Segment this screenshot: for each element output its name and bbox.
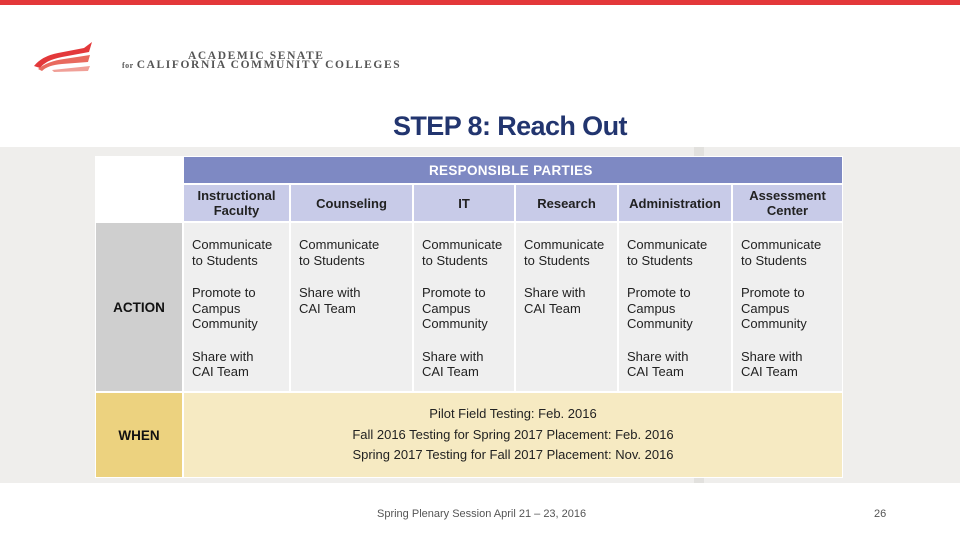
responsibility-table: [95, 156, 843, 478]
action-item: Communicate to Students: [192, 237, 273, 268]
column-header-administration: [618, 184, 732, 222]
action-item: Share with CAI Team: [627, 348, 689, 379]
action-cell-assessment-center: [732, 222, 843, 392]
column-header-assessment-center: [732, 184, 843, 222]
action-item: Share with CAI Team: [422, 348, 484, 379]
responsible-parties-header: [183, 156, 843, 184]
column-header-label: Instructional Faculty: [197, 188, 276, 218]
action-item: Share with CAI Team: [299, 285, 361, 316]
action-item: Share with CAI Team: [741, 348, 803, 379]
column-header-label: Assessment Center: [749, 188, 826, 218]
column-header-label: Counseling: [316, 195, 387, 211]
action-item: Share with CAI Team: [524, 285, 586, 316]
action-cell-counseling: [290, 222, 413, 392]
action-item: Promote to Campus Community: [192, 285, 258, 331]
action-item: Communicate to Students: [299, 237, 380, 268]
when-line: Pilot Field Testing: Feb. 2016: [429, 406, 597, 422]
footer-text: Spring Plenary Session April 21 – 23, 2016: [377, 508, 587, 520]
action-item: Promote to Campus Community: [627, 285, 693, 331]
when-cell: [183, 392, 843, 478]
action-cell-research: [515, 222, 618, 392]
logo-line-1: ACADEMIC SENATE: [188, 50, 325, 62]
slide-title: STEP 8: Reach Out: [393, 111, 627, 141]
action-cell-administration: [618, 222, 732, 392]
action-cell-instructional-faculty: [183, 222, 290, 392]
when-line: Fall 2016 Testing for Spring 2017 Placement: Feb. 2016: [352, 426, 674, 442]
action-item: Communicate to Students: [627, 237, 708, 268]
when-line: Spring 2017 Testing for Fall 2017 Placement: Nov. 2016: [352, 447, 674, 463]
corner-cell: [95, 156, 183, 222]
action-item: Promote to Campus Community: [422, 285, 488, 331]
logo-line-2-text: CALIFORNIA COMMUNITY COLLEGES: [136, 59, 402, 71]
column-header-label: Research: [537, 195, 596, 211]
action-row-label: ACTION: [113, 299, 165, 315]
column-header-instructional-faculty: [183, 184, 290, 222]
action-row-header: [95, 222, 183, 392]
action-item: Share with CAI Team: [192, 348, 254, 379]
logo-line-2: [122, 59, 401, 71]
column-header-counseling: [290, 184, 413, 222]
action-item: Promote to Campus Community: [741, 285, 807, 331]
page-number: 26: [874, 508, 887, 520]
top-accent-bar: [0, 0, 960, 5]
when-row-label: WHEN: [118, 427, 160, 443]
action-item: Communicate to Students: [741, 237, 822, 268]
column-header-research: [515, 184, 618, 222]
responsible-parties-label: RESPONSIBLE PARTIES: [429, 162, 593, 178]
logo: [32, 40, 402, 74]
column-header-it: [413, 184, 515, 222]
column-header-label: Administration: [629, 195, 721, 211]
action-cell-it: [413, 222, 515, 392]
when-row-header: [95, 392, 183, 478]
action-item: Communicate to Students: [524, 237, 605, 268]
column-header-label: IT: [458, 195, 470, 211]
action-item: Communicate to Students: [422, 237, 503, 268]
logo-line-2-prefix: for: [122, 61, 134, 70]
senate-logo-icon: [32, 40, 96, 72]
